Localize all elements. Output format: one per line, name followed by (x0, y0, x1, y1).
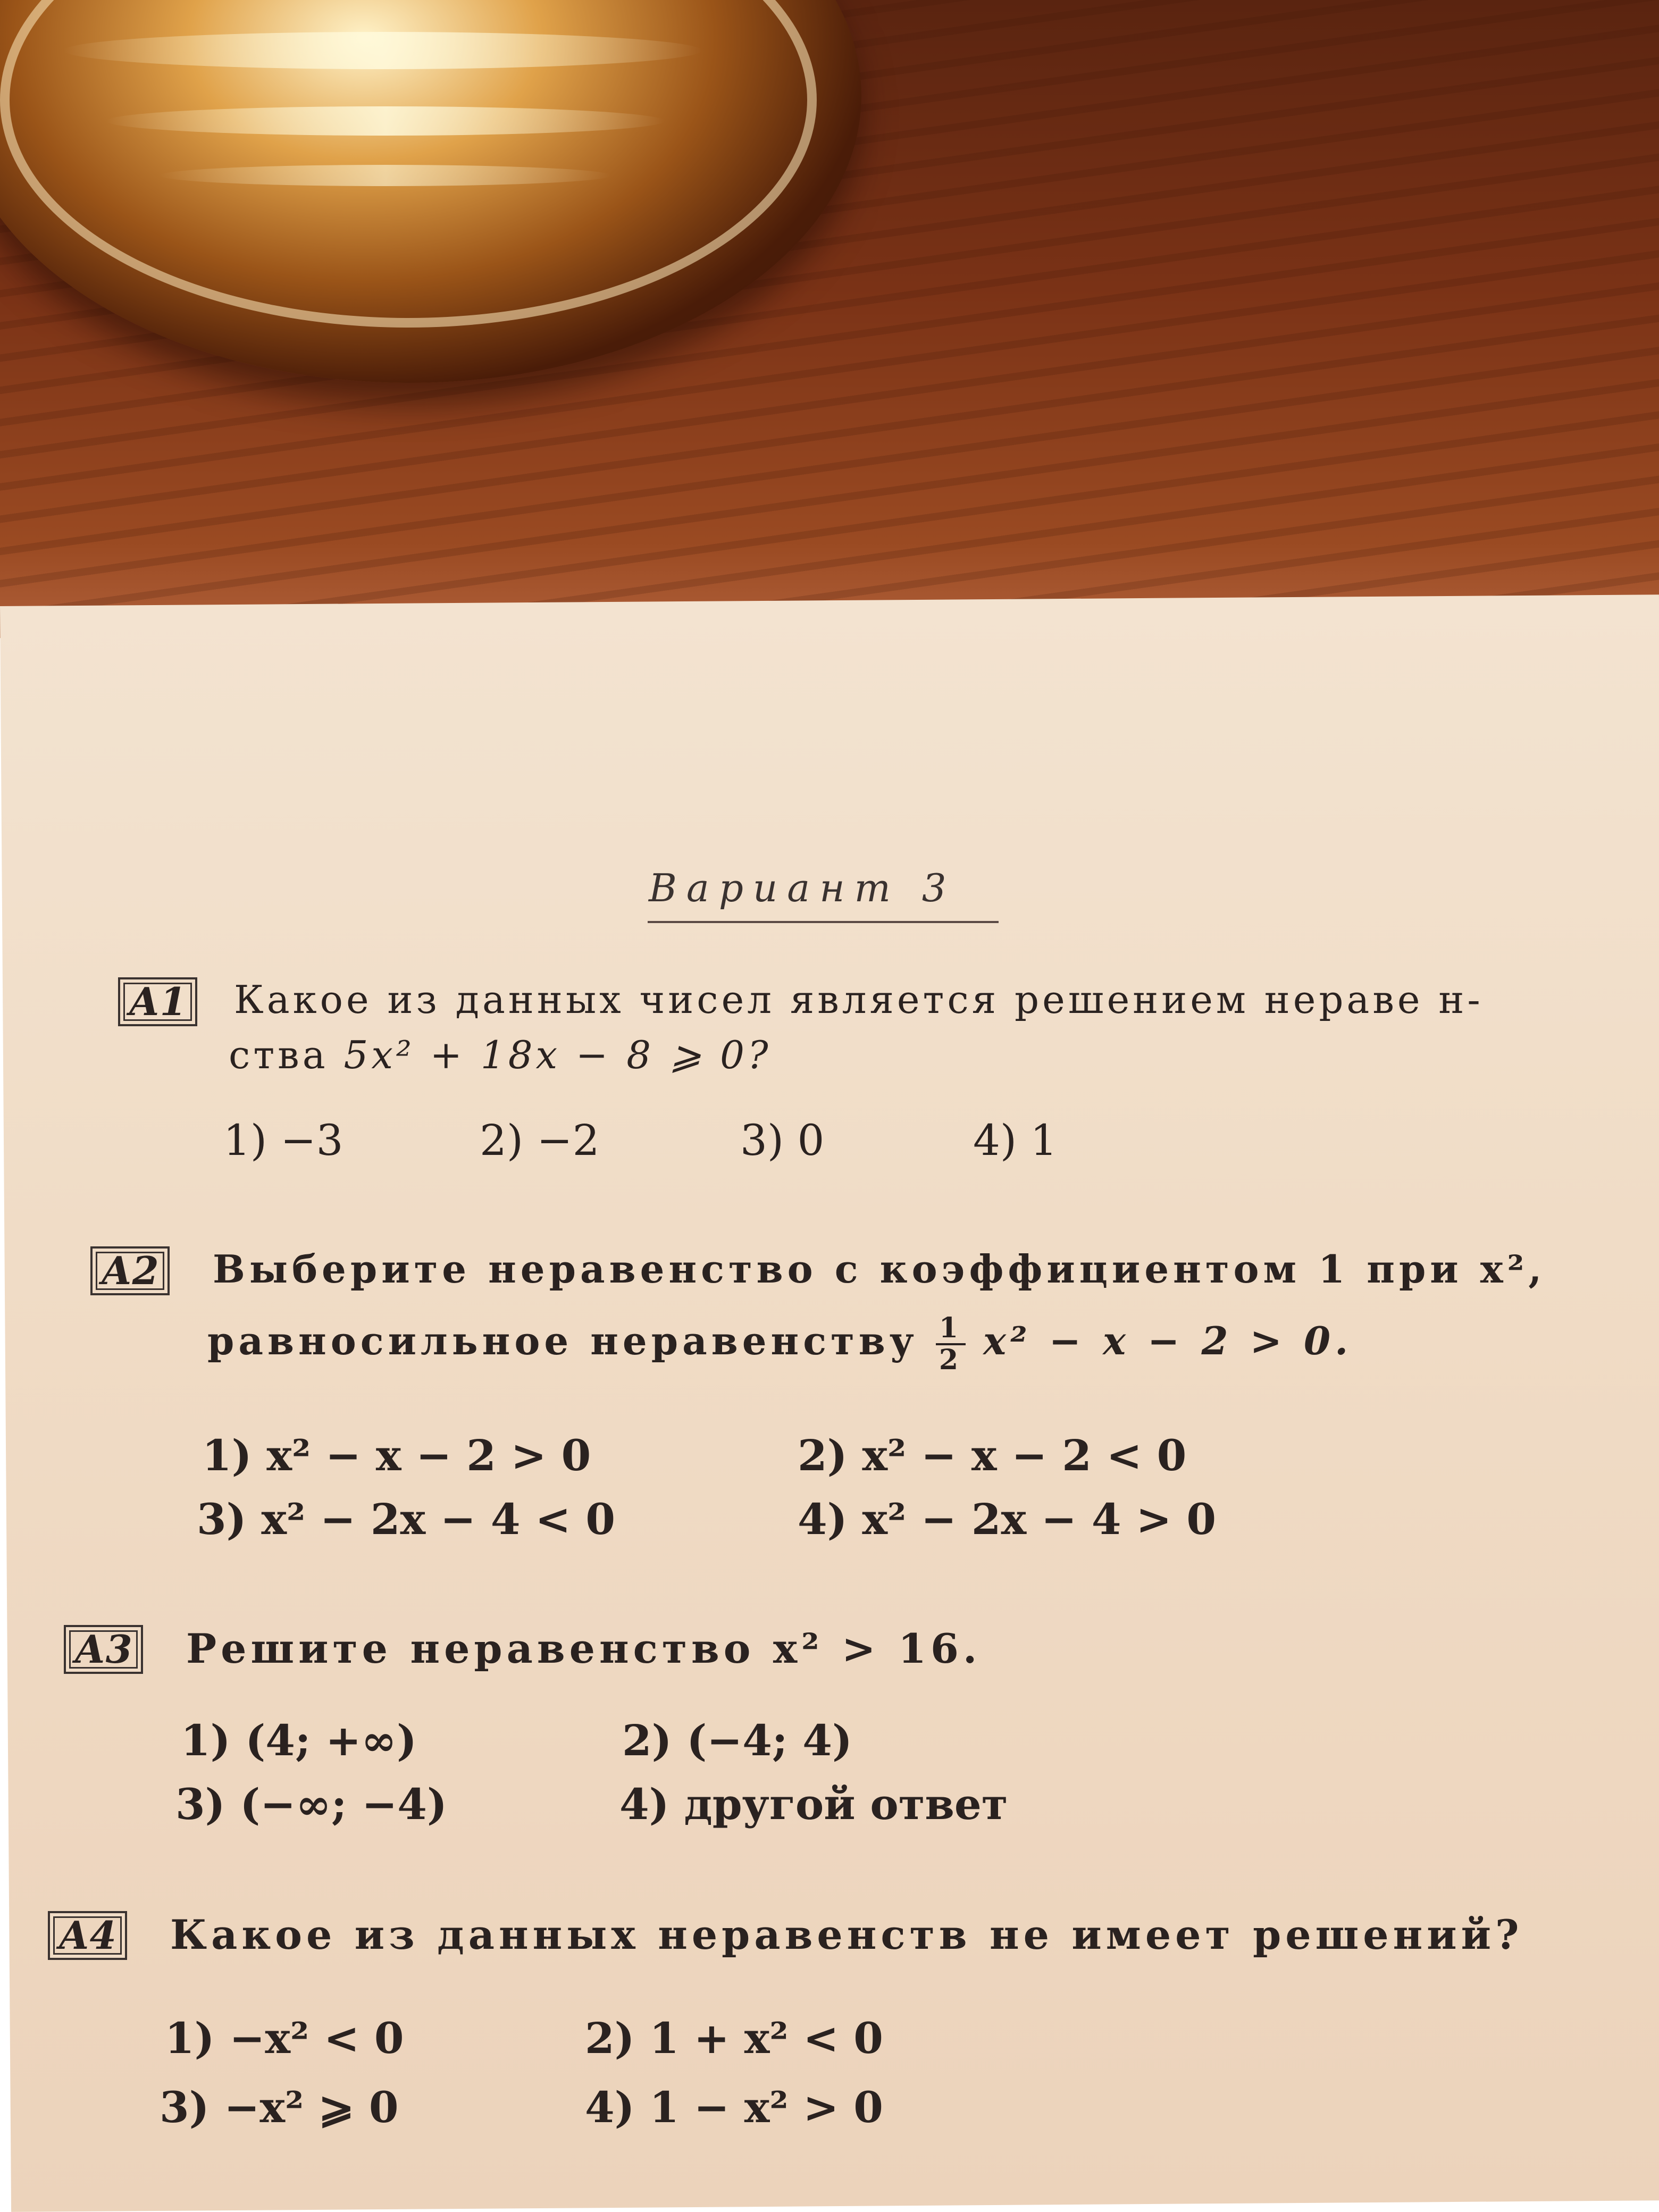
option-a3-4: 4) другой ответ (619, 1779, 1008, 1829)
option-a1-3: 3) 0 (740, 1116, 825, 1165)
question-a1-math: 5x² + 18x − 8 ⩾ 0? (343, 1033, 772, 1077)
question-a1-line2 (229, 1033, 772, 1077)
question-label-a3: А3 (64, 1625, 143, 1674)
option-a1-2: 2) −2 (480, 1116, 600, 1165)
question-a2-line1: Выберите неравенство с коэффициентом 1 при x², (213, 1246, 1546, 1292)
option-a2-3: 3) x² − 2x − 4 < 0 (197, 1494, 615, 1544)
option-a2-2: 2) x² − x − 2 < 0 (798, 1430, 1187, 1480)
option-a2-4: 4) x² − 2x − 4 > 0 (798, 1494, 1216, 1544)
fraction (936, 1313, 966, 1375)
question-a2-line2 (207, 1313, 1352, 1375)
question-label-a2: А2 (90, 1246, 170, 1295)
question-a2-prefix: равносильное неравенству (207, 1318, 918, 1363)
question-a1-prefix: ства (229, 1033, 329, 1077)
question-a1-line1: Какое из данных чисел является решением нераве н- (234, 977, 1484, 1022)
option-a3-3: 3) (−∞; −4) (175, 1779, 447, 1829)
fraction-numerator: 1 (936, 1313, 966, 1345)
question-a3-line1: Решите неравенство x² > 16. (186, 1625, 982, 1672)
variant-title: Вариант 3 (649, 866, 956, 910)
question-a4-line1: Какое из данных неравенств не имеет решений? (170, 1911, 1523, 1958)
option-a4-1: 1) −x² < 0 (165, 2013, 404, 2063)
option-a3-1: 1) (4; +∞) (181, 1715, 417, 1765)
option-a1-4: 4) 1 (973, 1116, 1058, 1165)
question-label-a4: А4 (48, 1911, 127, 1960)
option-a3-2: 2) (−4; 4) (622, 1715, 852, 1765)
option-a4-4: 4) 1 − x² > 0 (585, 2082, 883, 2132)
title-underline (648, 921, 999, 923)
fraction-denominator: 2 (939, 1344, 963, 1376)
option-a1-1: 1) −3 (223, 1116, 343, 1165)
option-a4-2: 2) 1 + x² < 0 (585, 2013, 883, 2063)
question-a2-math: x² − x − 2 > 0. (983, 1318, 1353, 1363)
option-a4-3: 3) −x² ⩾ 0 (160, 2082, 399, 2132)
option-a2-1: 1) x² − x − 2 > 0 (202, 1430, 591, 1480)
question-label-a1: А1 (118, 977, 197, 1026)
